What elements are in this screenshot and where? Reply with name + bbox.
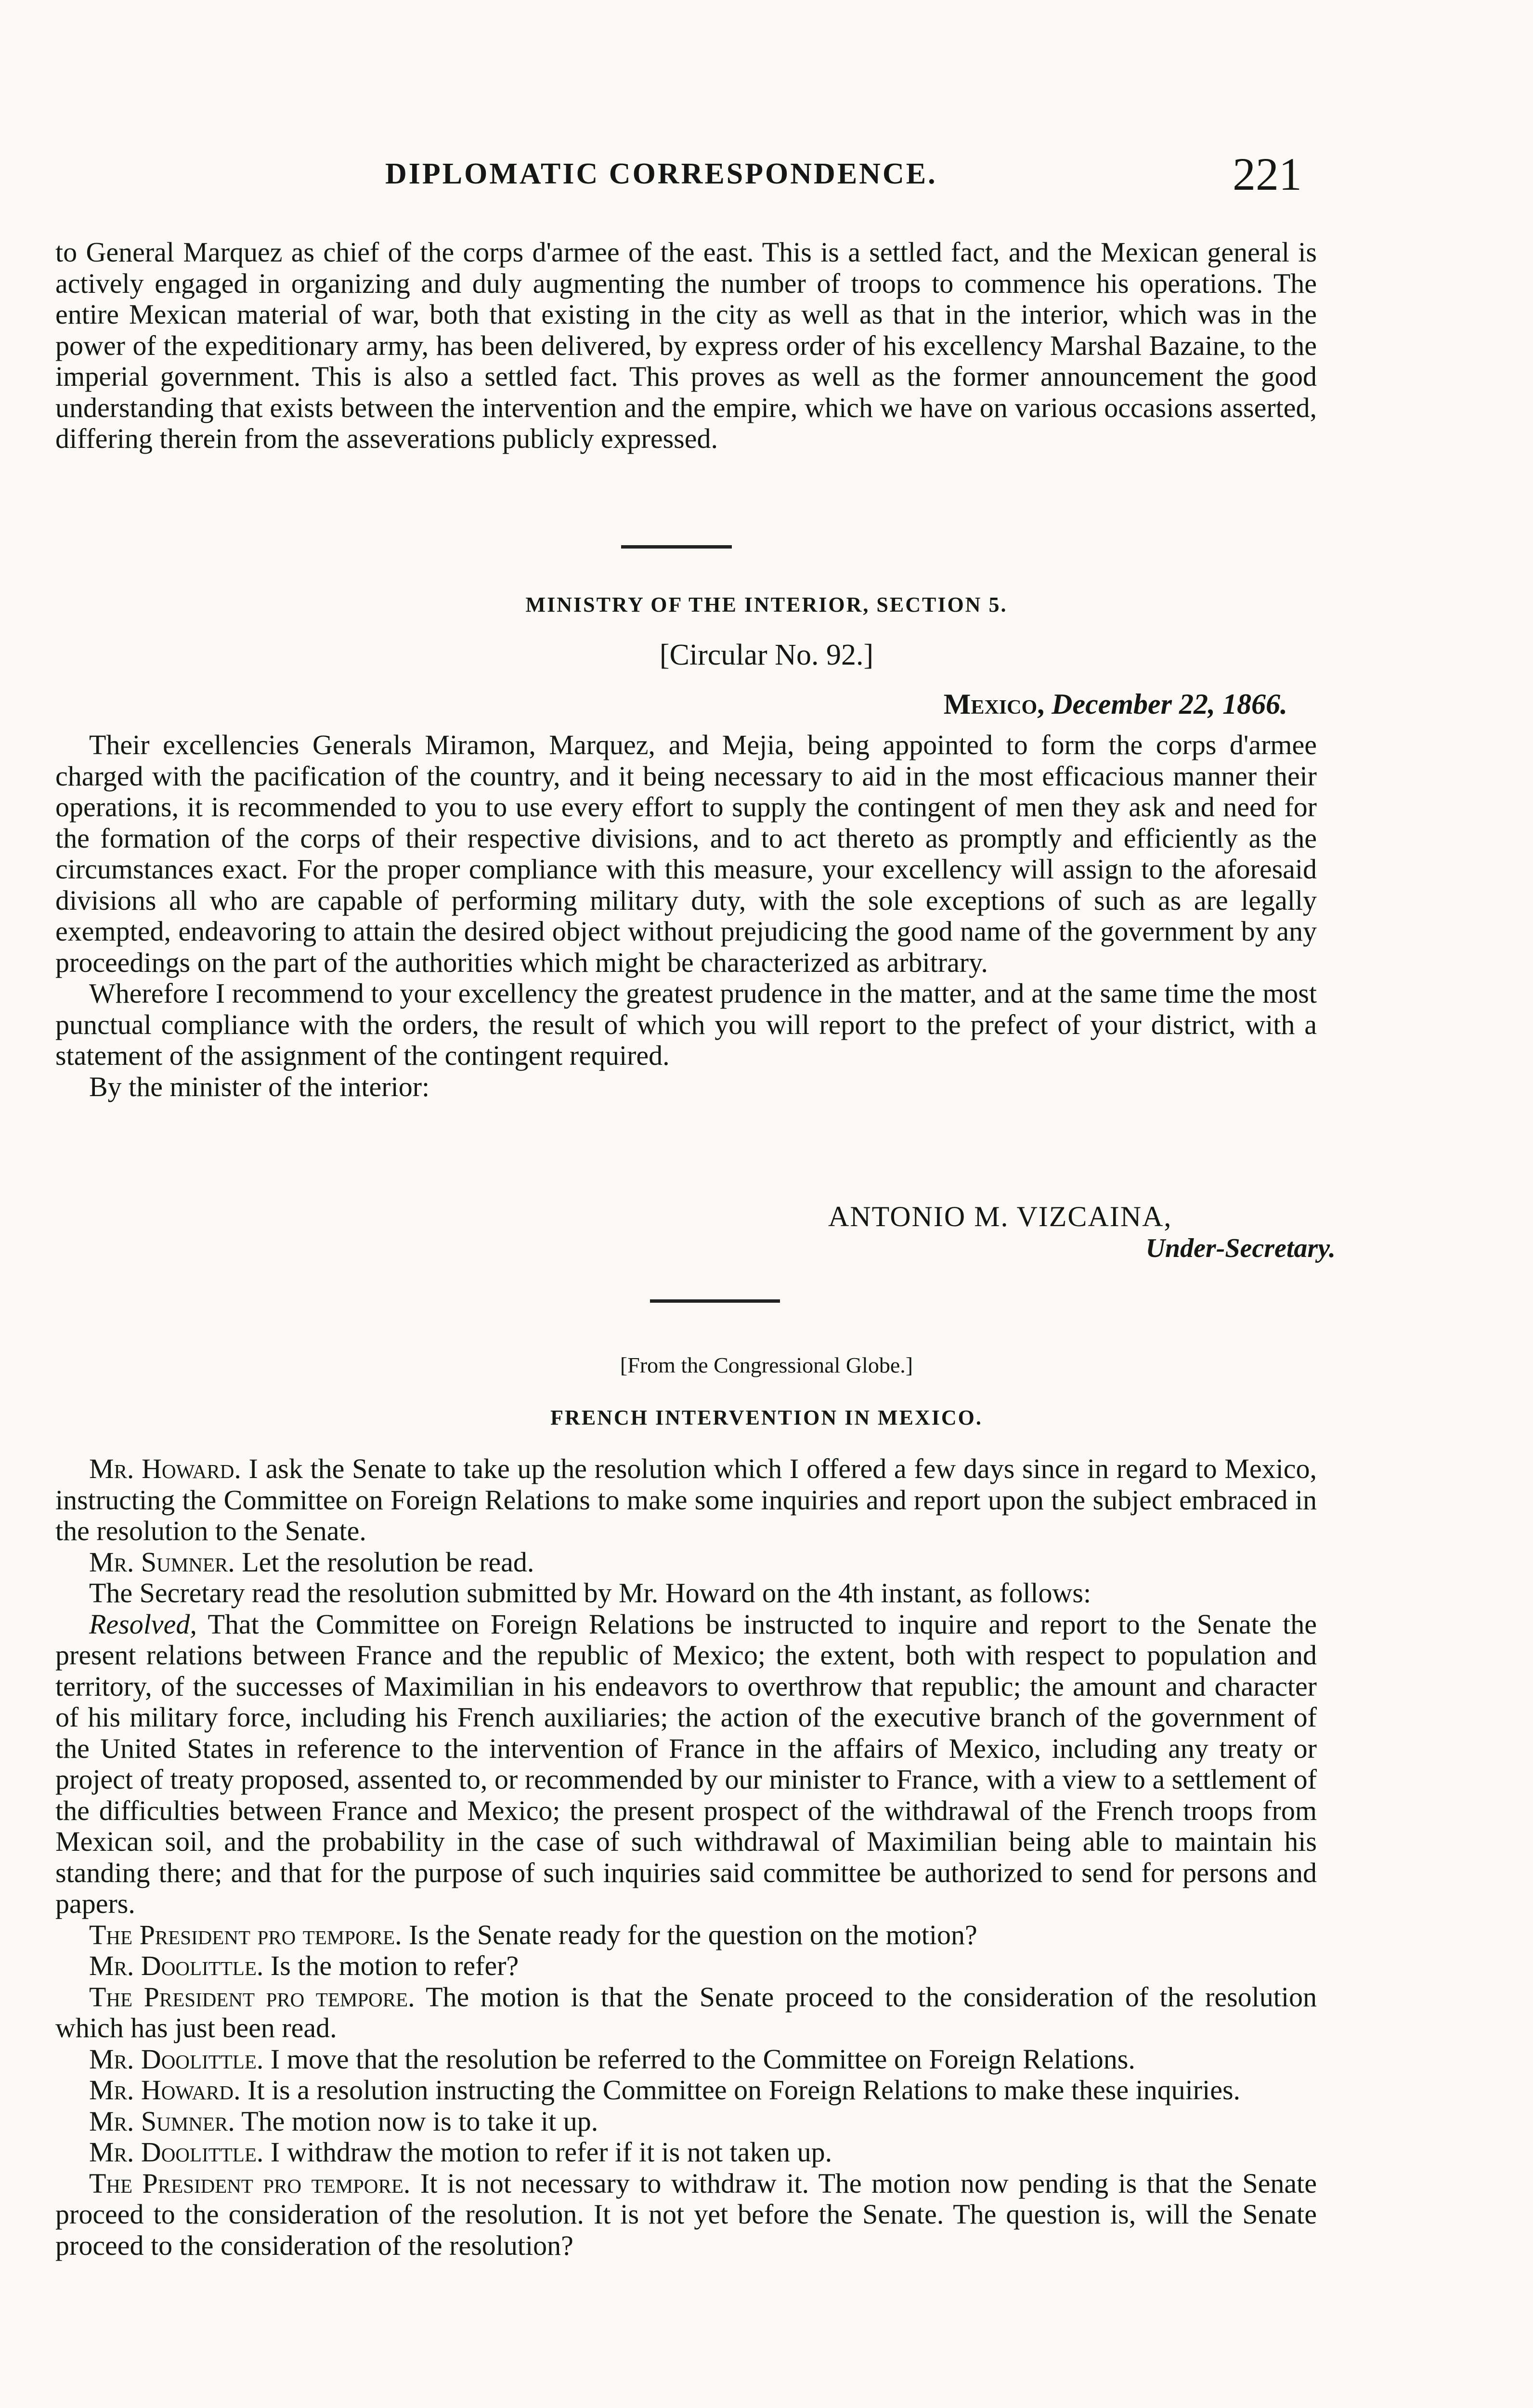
page-header: [0, 148, 1533, 206]
speech: The Secretary read the resolution submitted by Mr. Howard on the 4th instant, as follows:: [89, 1577, 1091, 1609]
dateline-date: December 22, 1866.: [1052, 688, 1287, 720]
debate-entry: [55, 2168, 1317, 2262]
speech: The motion is that the Senate proceed to the consideration of the resolution which has just been read.: [55, 1981, 1317, 2043]
circular-closing: By the minister of the interior:: [89, 1071, 430, 1102]
dateline-place: Mexico,: [943, 688, 1045, 720]
speaker: The President pro tempore.: [89, 1981, 415, 2013]
debate-entry: [55, 2075, 1317, 2106]
debate-entry: [55, 1982, 1317, 2044]
debate-entry: [55, 1920, 1317, 1951]
signatory-title: Under-Secretary.: [1145, 1233, 1336, 1263]
debate-entry: [55, 1547, 1317, 1578]
debate-entry: [55, 2044, 1317, 2075]
debate-entry: [55, 2106, 1317, 2137]
speaker: Mr. Doolittle.: [89, 1950, 264, 1981]
source-note: [From the Congressional Globe.]: [620, 1353, 913, 1377]
debate-entry: [55, 1453, 1317, 1547]
section-divider: [621, 545, 732, 549]
speech: It is not necessary to withdraw it. The motion now pending is that the Senate proceed to the consideration of the resolution. It is not yet before the Senate. The question is, will the Senate proceed to the consideration of the resolution?: [55, 2167, 1317, 2261]
speaker: Mr. Doolittle.: [89, 2136, 264, 2168]
opening-paragraph: to General Marquez as chief of the corps d'armee of the east. This is a settled fact, and the Mexican general is actively engaged in organizing and duly augmenting the number of troops to commence his operations. The entire Mexican material of war, both that existing in the city as well as that in the interior, which was in the power of the expeditionary army, has been delivered, by express order of his excellency Marshal Bazaine, to the imperial government. This is also a settled fact. This proves as well as the former announcement the good understanding that exists between the intervention and the empire, which we have on various occasions asserted, differing therein from the asseverations publicly expressed.: [55, 236, 1317, 454]
debate-entry: [55, 1578, 1317, 1609]
circular-paragraph: Wherefore I recommend to your excellency the greatest prudence in the matter, and at the same time the most punctual compliance with the orders, the result of which you will report to the prefect of your district, with a statement of the assignment of the contingent required.: [55, 978, 1317, 1071]
speaker: The President pro tempore.: [89, 2167, 411, 2199]
page-number: 221: [1233, 148, 1302, 200]
debate-entry: [55, 1950, 1317, 1982]
dateline: [944, 688, 1287, 721]
speech: The motion now is to take it up.: [234, 2105, 598, 2137]
speaker: Mr. Sumner.: [89, 1546, 235, 1578]
speech: It is a resolution instructing the Committee on Foreign Relations to make these inquiries.: [240, 2074, 1241, 2106]
article-heading: FRENCH INTERVENTION IN MEXICO.: [550, 1406, 983, 1429]
signatory-name: ANTONIO M. VIZCAINA,: [828, 1201, 1172, 1232]
resolution-text: [55, 1609, 1317, 1920]
speech: Is the Senate ready for the question on the motion?: [402, 1919, 977, 1950]
debate-body: [55, 1453, 1317, 2261]
speech: That the Committee on Foreign Relations be instructed to inquire and report to the Senate the present relations between France and the republic of Mexico; the extent, both with respect to population and territory, of the successes of Maximilian in his endeavors to overthrow that republic; the amount and character of his military force, including his French auxiliaries; the action of the executive branch of the government of the United States in reference to the intervention of France in the affairs of Mexico, including any treaty or project of treaty proposed, assented to, or recommended by our minister to France, with a view to a settlement of the difficulties between France and Mexico; the present prospect of the withdrawal of the French troops from Mexican soil, and the probability in the case of such withdrawal of Maximilian being able to maintain his standing there; and that for the purpose of such inquiries said committee be authorized to send for persons and papers.: [55, 1608, 1317, 1919]
speech: I withdraw the motion to refer if it is not taken up.: [263, 2136, 832, 2168]
speaker: The President pro tempore.: [89, 1919, 402, 1950]
speaker: Mr. Howard.: [89, 2074, 241, 2106]
resolved-keyword: Resolved,: [89, 1608, 197, 1640]
circular-paragraph: Their excellencies Generals Miramon, Marquez, and Mejia, being appointed to form the corps d'armee charged with the pacification of the country, and it being necessary to aid in the most efficacious manner their operations, it is recommended to you to use every effort to supply the contingent of men they ask and need for the formation of the corps of their respective divisions, and to act thereto as promptly and efficiently as the circumstances exact. For the proper compliance with this measure, your excellency will assign to the aforesaid divisions all who are capable of performing military duty, with the sole exceptions of such as are legally exempted, endeavoring to attain the desired object without prejudicing the good name of the government by any proceedings on the part of the authorities which might be characterized as arbitrary.: [55, 729, 1317, 978]
speech: I move that the resolution be referred to the Committee on Foreign Relations.: [263, 2043, 1135, 2075]
speech: Is the motion to refer?: [263, 1950, 519, 1981]
speaker: Mr. Sumner.: [89, 2105, 235, 2137]
running-title: DIPLOMATIC CORRESPONDENCE.: [385, 157, 937, 190]
speech: I ask the Senate to take up the resolution which I offered a few days since in regard to Mexico, instructing the Committee on Foreign Relations to make some inquiries and report upon the subject embraced in the resolution to the Senate.: [55, 1453, 1317, 1546]
debate-entry: [55, 2137, 1317, 2168]
speaker: Mr. Doolittle.: [89, 2043, 264, 2075]
circular-body: [55, 730, 1317, 1102]
opening-paragraph-block: [55, 237, 1317, 455]
speaker: Mr. Howard.: [89, 1453, 241, 1484]
section-divider: [650, 1299, 780, 1303]
circular-number: [Circular No. 92.]: [659, 639, 874, 671]
speech: Let the resolution be read.: [234, 1546, 534, 1578]
ministry-heading: MINISTRY OF THE INTERIOR, SECTION 5.: [525, 593, 1008, 616]
